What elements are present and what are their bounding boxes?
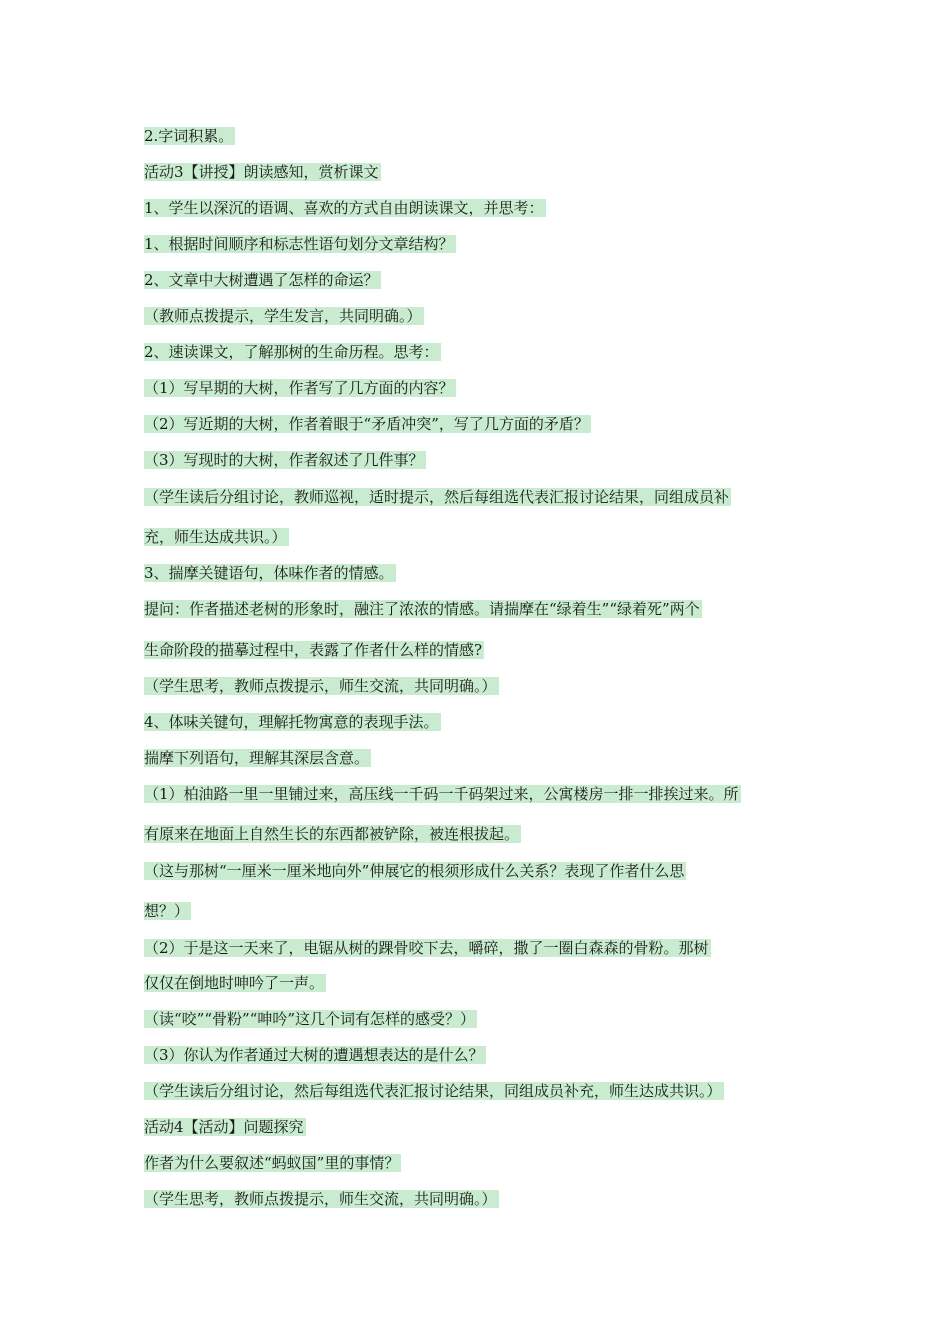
text-line bbox=[144, 747, 371, 769]
text-line bbox=[144, 598, 702, 620]
text-line bbox=[144, 161, 381, 183]
text-line bbox=[144, 377, 456, 399]
text-line-content: 生命阶段的描摹过程中，表露了作者什么样的情感? bbox=[144, 641, 483, 659]
text-line-content: （3）你认为作者通过大树的遭遇想表达的是什么？ bbox=[144, 1046, 484, 1064]
text-line-content: （这与那树“一厘米一厘米地向外”伸展它的根须形成什么关系？表现了作者什么思 bbox=[144, 862, 685, 880]
text-line bbox=[144, 413, 591, 435]
text-line-content: （读“咬”“骨粉”“呻吟”这几个词有怎样的感受？） bbox=[144, 1010, 476, 1028]
text-line-content: 有原来在地面上自然生长的东西都被铲除，被连根拔起。 bbox=[144, 825, 520, 843]
text-line-content: （学生思考，教师点拨提示，师生交流，共同明确。） bbox=[144, 1190, 497, 1208]
text-line-content: 2、文章中大树遭遇了怎样的命运？ bbox=[144, 271, 379, 289]
text-line-content: （1）柏油路一里一里铺过来，高压线一千码一千码架过来，公寓楼房一排一排挨过来。所 bbox=[144, 785, 739, 803]
text-line-content: 充，师生达成共识。） bbox=[144, 528, 287, 546]
text-line-content: （2）写近期的大树，作者着眼于“矛盾冲突”，写了几方面的矛盾？ bbox=[144, 415, 589, 433]
text-line-content: 活动3【讲授】朗读感知，赏析课文 bbox=[144, 163, 379, 181]
text-line bbox=[144, 783, 741, 805]
text-line-content: 1、根据时间顺序和标志性语句划分文章结构？ bbox=[144, 235, 454, 253]
text-line-content: 4、体味关键句，理解托物寓意的表现手法。 bbox=[144, 713, 439, 731]
text-line bbox=[144, 860, 686, 882]
text-line bbox=[144, 1116, 306, 1138]
text-line-content: （学生读后分组讨论，然后每组选代表汇报讨论结果，同组成员补充，师生达成共识。） bbox=[144, 1082, 722, 1100]
text-line-content: 活动4【活动】问题探究 bbox=[144, 1118, 304, 1136]
text-line-content: 2、速读课文，了解那树的生命历程。思考： bbox=[144, 343, 439, 361]
text-line bbox=[144, 197, 546, 219]
text-line-content: （1）写早期的大树，作者写了几方面的内容？ bbox=[144, 379, 454, 397]
text-line bbox=[144, 972, 326, 994]
text-line bbox=[144, 1188, 499, 1210]
text-line bbox=[144, 1080, 724, 1102]
text-line-content: 想？） bbox=[144, 902, 190, 920]
text-line bbox=[144, 1152, 401, 1174]
text-line bbox=[144, 125, 235, 147]
text-line bbox=[144, 639, 484, 661]
text-line bbox=[144, 341, 441, 363]
text-line-content: （2）于是这一天来了，电锯从树的踝骨咬下去，嚼碎，撒了一圈白森森的骨粉。那树 bbox=[144, 939, 709, 957]
text-line bbox=[144, 711, 441, 733]
text-line-content: 3、揣摩关键语句，体味作者的情感。 bbox=[144, 564, 394, 582]
text-line-content: 2.字词积累。 bbox=[144, 127, 234, 145]
text-line-content: （学生读后分组讨论，教师巡视，适时提示，然后每组选代表汇报讨论结果，同组成员补 bbox=[144, 488, 730, 506]
text-line-content: 揣摩下列语句，理解其深层含意。 bbox=[144, 749, 370, 767]
text-line bbox=[144, 486, 731, 508]
text-line-content: （教师点拨提示，学生发言，共同明确。） bbox=[144, 307, 422, 325]
text-line bbox=[144, 675, 499, 697]
text-line bbox=[144, 526, 289, 548]
text-line bbox=[144, 937, 711, 959]
text-line-content: 仅仅在倒地时呻吟了一声。 bbox=[144, 974, 325, 992]
text-line-content: 作者为什么要叙述“蚂蚁国”里的事情？ bbox=[144, 1154, 400, 1172]
text-line bbox=[144, 269, 381, 291]
text-line bbox=[144, 823, 521, 845]
text-line bbox=[144, 562, 396, 584]
text-line bbox=[144, 305, 424, 327]
text-line bbox=[144, 1044, 486, 1066]
text-line bbox=[144, 1008, 477, 1030]
text-line-content: 1、学生以深沉的语调、喜欢的方式自由朗读课文，并思考： bbox=[144, 199, 544, 217]
text-line bbox=[144, 449, 426, 471]
text-line-content: 提问：作者描述老树的形象时，融注了浓浓的情感。请揣摩在“绿着生”“绿着死”两个 bbox=[144, 600, 700, 618]
text-line-content: （3）写现时的大树，作者叙述了几件事？ bbox=[144, 451, 424, 469]
text-line-content: （学生思考，教师点拨提示，师生交流，共同明确。） bbox=[144, 677, 497, 695]
text-line bbox=[144, 233, 456, 255]
text-line bbox=[144, 900, 191, 922]
